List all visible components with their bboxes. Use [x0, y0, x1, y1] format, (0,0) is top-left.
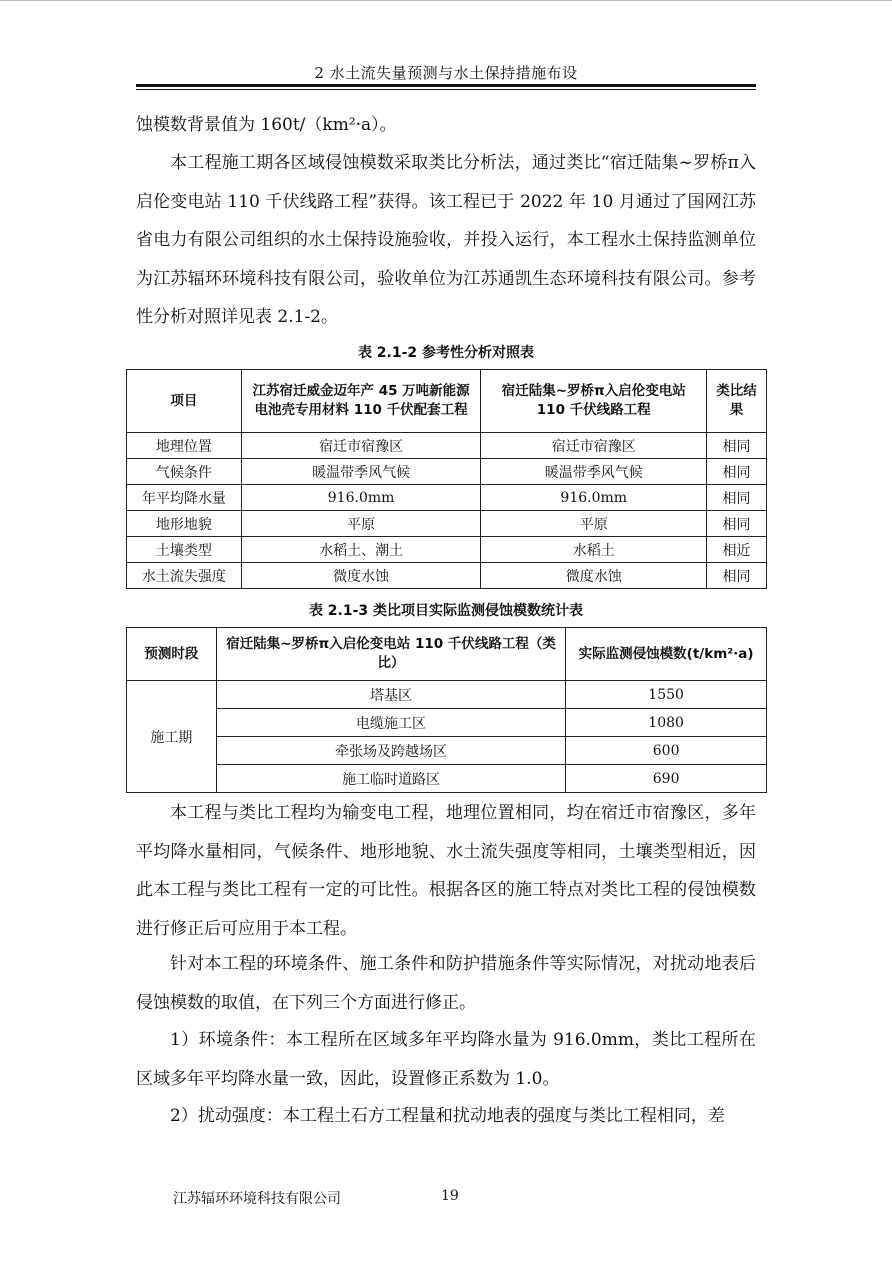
running-header: 2 水土流失量预测与水土保持措施布设	[314, 64, 578, 82]
paragraph-disturbance-intensity: 2）扰动强度：本工程土石方工程量和扰动地表的强度与类比工程相同，差	[170, 1106, 725, 1126]
table-cell: 916.0mm	[241, 485, 481, 511]
reference-comparison-table	[126, 369, 767, 589]
paragraph-correction-intro: 针对本工程的环境条件、施工条件和防护措施条件等实际情况，对扰动地表后侵蚀模数的取值，在下列三个方面进行修正。	[136, 954, 756, 1013]
table-row	[127, 485, 767, 511]
table-header-cell: 实际监测侵蚀模数(t/km²·a)	[566, 628, 767, 681]
table-cell: 600	[566, 737, 767, 765]
table-row	[127, 511, 767, 537]
table-cell: 施工临时道路区	[216, 765, 565, 793]
paragraph-environment-condition: 1）环境条件：本工程所在区域多年平均降水量为 916.0mm，类比工程所在区域多年平均降水量一致，因此，设置修正系数为 1.0。	[136, 1030, 756, 1089]
table-row	[127, 537, 767, 563]
page-top-border	[0, 0, 892, 5]
table-header-row	[127, 370, 767, 433]
table-cell: 1080	[566, 709, 767, 737]
table-cell: 微度水蚀	[241, 563, 481, 589]
table-cell: 916.0mm	[481, 485, 707, 511]
table-row	[127, 737, 767, 765]
table-cell: 宿迁市宿豫区	[241, 433, 481, 459]
table-cell: 水稻土	[481, 537, 707, 563]
table-header-cell: 预测时段	[127, 628, 217, 681]
footer-company: 江苏辐环环境科技有限公司	[173, 1191, 341, 1207]
table-row	[127, 709, 767, 737]
table-header-cell: 项目	[127, 370, 242, 433]
table-cell: 暖温带季风气候	[481, 459, 707, 485]
table-cell: 平原	[481, 511, 707, 537]
table-cell: 电缆施工区	[216, 709, 565, 737]
table-header-cell: 宿迁陆集~罗桥π入启伦变电站 110 千伏线路工程	[481, 370, 707, 433]
page-number: 19	[441, 1188, 459, 1204]
header-rule-thick	[136, 84, 756, 87]
table-caption-2-1-3: 表 2.1-3 类比项目实际监测侵蚀模数统计表	[308, 603, 584, 619]
table-row	[127, 681, 767, 709]
table-cell: 1550	[566, 681, 767, 709]
table-cell: 相同	[707, 433, 767, 459]
period-cell: 施工期	[127, 681, 217, 793]
table-cell: 相同	[707, 511, 767, 537]
table-header-row	[127, 628, 767, 681]
table-cell: 690	[566, 765, 767, 793]
table-cell: 土壤类型	[127, 537, 242, 563]
table-header-cell: 江苏宿迁威金迈年产 45 万吨新能源电池壳专用材料 110 千伏配套工程	[241, 370, 481, 433]
table-cell: 微度水蚀	[481, 563, 707, 589]
table-cell: 年平均降水量	[127, 485, 242, 511]
table-cell: 相同	[707, 459, 767, 485]
paragraph-analogy-method: 本工程施工期各区域侵蚀模数采取类比分析法，通过类比“宿迁陆集~罗桥π入启伦变电站 110 千伏线路工程”获得。该工程已于 2022 年 10 月通过了国网江苏省电力有限公司组织的水土保持设施验收，并投入运行，本工程水土保持监测单位为江苏辐环环境科技有限公司，验收单位为江苏通凯生态环境科技有限公司。参考性分析对照详见表 2.1-2。	[136, 153, 756, 327]
paragraph-comparability: 本工程与类比工程均为输变电工程，地理位置相同，均在宿迁市宿豫区，多年平均降水量相同，气候条件、地形地貌、水土流失强度等相同，土壤类型相近，因此本工程与类比工程有一定的可比性。根据各区的施工特点对类比工程的侵蚀模数进行修正后可应用于本工程。	[136, 803, 756, 939]
paragraph-continuation: 蚀模数背景值为 160t/（km²·a）。	[136, 115, 397, 135]
table-cell: 平原	[241, 511, 481, 537]
table-cell: 水稻土、潮土	[241, 537, 481, 563]
monitored-erosion-modulus-table	[126, 627, 767, 793]
table-row	[127, 433, 767, 459]
table-cell: 相同	[707, 563, 767, 589]
table-cell: 相近	[707, 537, 767, 563]
table-cell: 地理位置	[127, 433, 242, 459]
header-rule-thin	[136, 89, 756, 90]
table-cell: 牵张场及跨越场区	[216, 737, 565, 765]
table-header-cell: 宿迁陆集~罗桥π入启伦变电站 110 千伏线路工程（类比）	[216, 628, 565, 681]
table-cell: 地形地貌	[127, 511, 242, 537]
table-cell: 宿迁市宿豫区	[481, 433, 707, 459]
table-row	[127, 459, 767, 485]
table-cell: 暖温带季风气候	[241, 459, 481, 485]
table-cell: 水土流失强度	[127, 563, 242, 589]
table-caption-2-1-2: 表 2.1-2 参考性分析对照表	[357, 345, 535, 361]
table-row	[127, 765, 767, 793]
table-cell: 塔基区	[216, 681, 565, 709]
table-cell: 相同	[707, 485, 767, 511]
table-header-cell: 类比结果	[707, 370, 767, 433]
table-row	[127, 563, 767, 589]
table-cell: 气候条件	[127, 459, 242, 485]
